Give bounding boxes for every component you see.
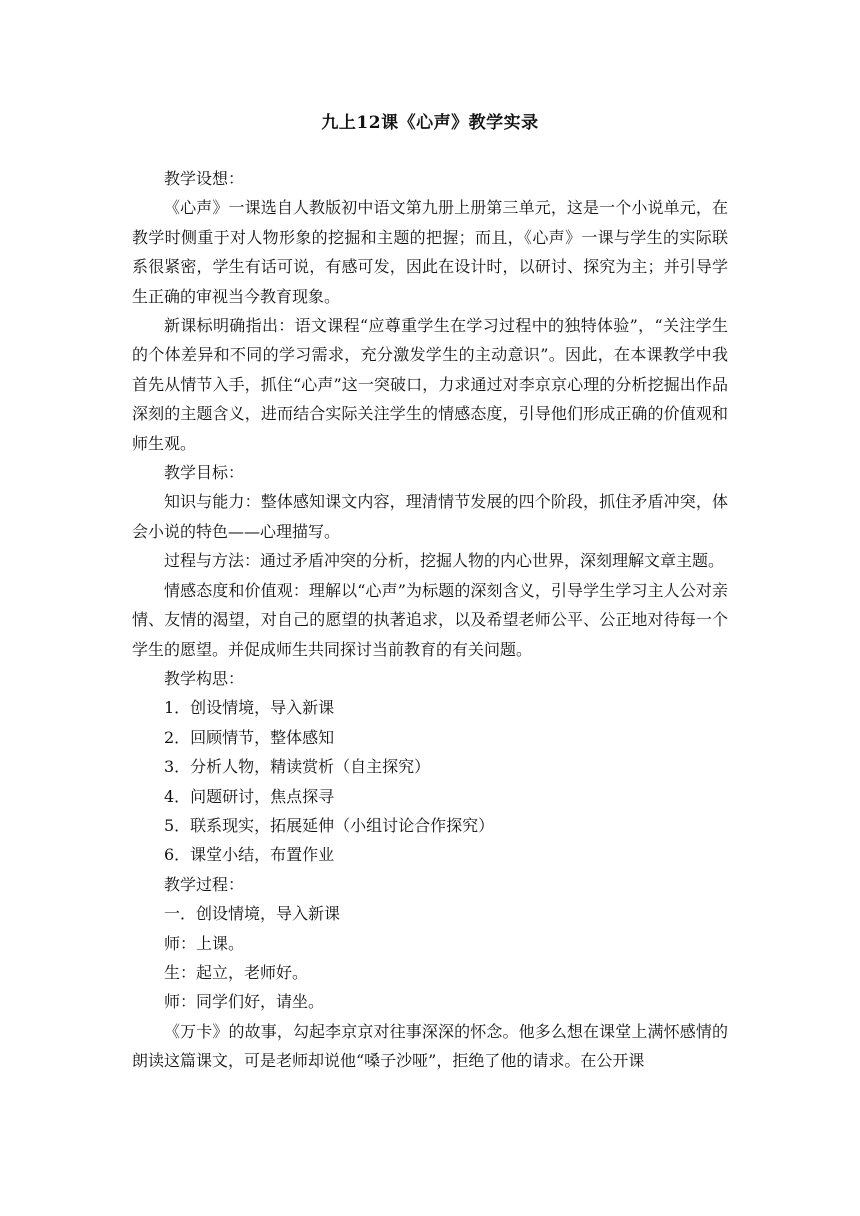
document-title: 九上12课《心声》教学实录 <box>321 113 539 133</box>
dialogue-line: 师：上课。 <box>164 933 245 953</box>
paragraph: 一．创设情境，导入新课 <box>164 904 341 924</box>
paragraph-heading-plan: 教学构思： <box>164 668 245 688</box>
paragraph-heading-design: 教学设想： <box>164 169 245 188</box>
paragraph: 知识与能力：整体感知课文内容，理清情节发展的四个阶段，抓住矛盾冲突，体会小说的特色——心理描写。 <box>132 492 728 541</box>
list-item: 5．联系现实，拓展延伸（小组讨论合作探究） <box>164 815 495 835</box>
dialogue-line: 生：起立，老师好。 <box>164 962 309 982</box>
list-item: 6．课堂小结，布置作业 <box>164 845 335 865</box>
paragraph: 《心声》一课选自人教版初中语文第九册上册第三单元，这是一个小说单元，在教学时侧重于对人物形象的挖掘和主题的把握；而且，《心声》一课与学生的实际联系很紧密，学生有话可说，有感可发，因此在设计时，以研讨、探究为主；并引导学生正确的审视当今教育现象。 <box>132 198 728 306</box>
list-item: 4．问题研讨，焦点探寻 <box>164 786 335 806</box>
paragraph: 过程与方法：通过矛盾冲突的分析，挖掘人物的内心世界，深刻理解文章主题。 <box>164 551 725 571</box>
list-item: 3．分析人物，精读赏析（自主探究） <box>164 757 431 777</box>
paragraph-heading-goals: 教学目标： <box>164 463 245 483</box>
list-item: 1．创设情境，导入新课 <box>164 698 335 718</box>
paragraph: 新课标明确指出：语文课程“应尊重学生在学习过程中的独特体验”，“关注学生的个体差异和不同的学习需求，充分激发学生的主动意识”。因此，在本课教学中我首先从情节入手，抓住“心声”这一突破口，力求通过对李京京心理的分析挖掘出作品深刻的主题含义，进而结合实际关注学生的情感态度，引导他们形成正确的价值观和师生观。 <box>132 316 728 453</box>
document-body <box>132 164 728 1076</box>
dialogue-line: 师：同学们好，请坐。 <box>164 992 325 1012</box>
paragraph: 情感态度和价值观：理解以“心声”为标题的深刻含义，引导学生学习主人公对亲情、友情的渴望，对自己的愿望的执著追求，以及希望老师公平、公正地对待每一个学生的愿望。并促成师生共同探讨当前教育的有关问题。 <box>132 580 728 659</box>
list-item: 2．回顾情节，整体感知 <box>164 727 335 747</box>
paragraph-heading-process: 教学过程： <box>164 874 245 894</box>
paragraph: 《万卡》的故事，勾起李京京对往事深深的怀念。他多么想在课堂上满怀感情的朗读这篇课文，可是老师却说他“嗓子沙哑”，拒绝了他的请求。在公开课 <box>132 1021 728 1071</box>
